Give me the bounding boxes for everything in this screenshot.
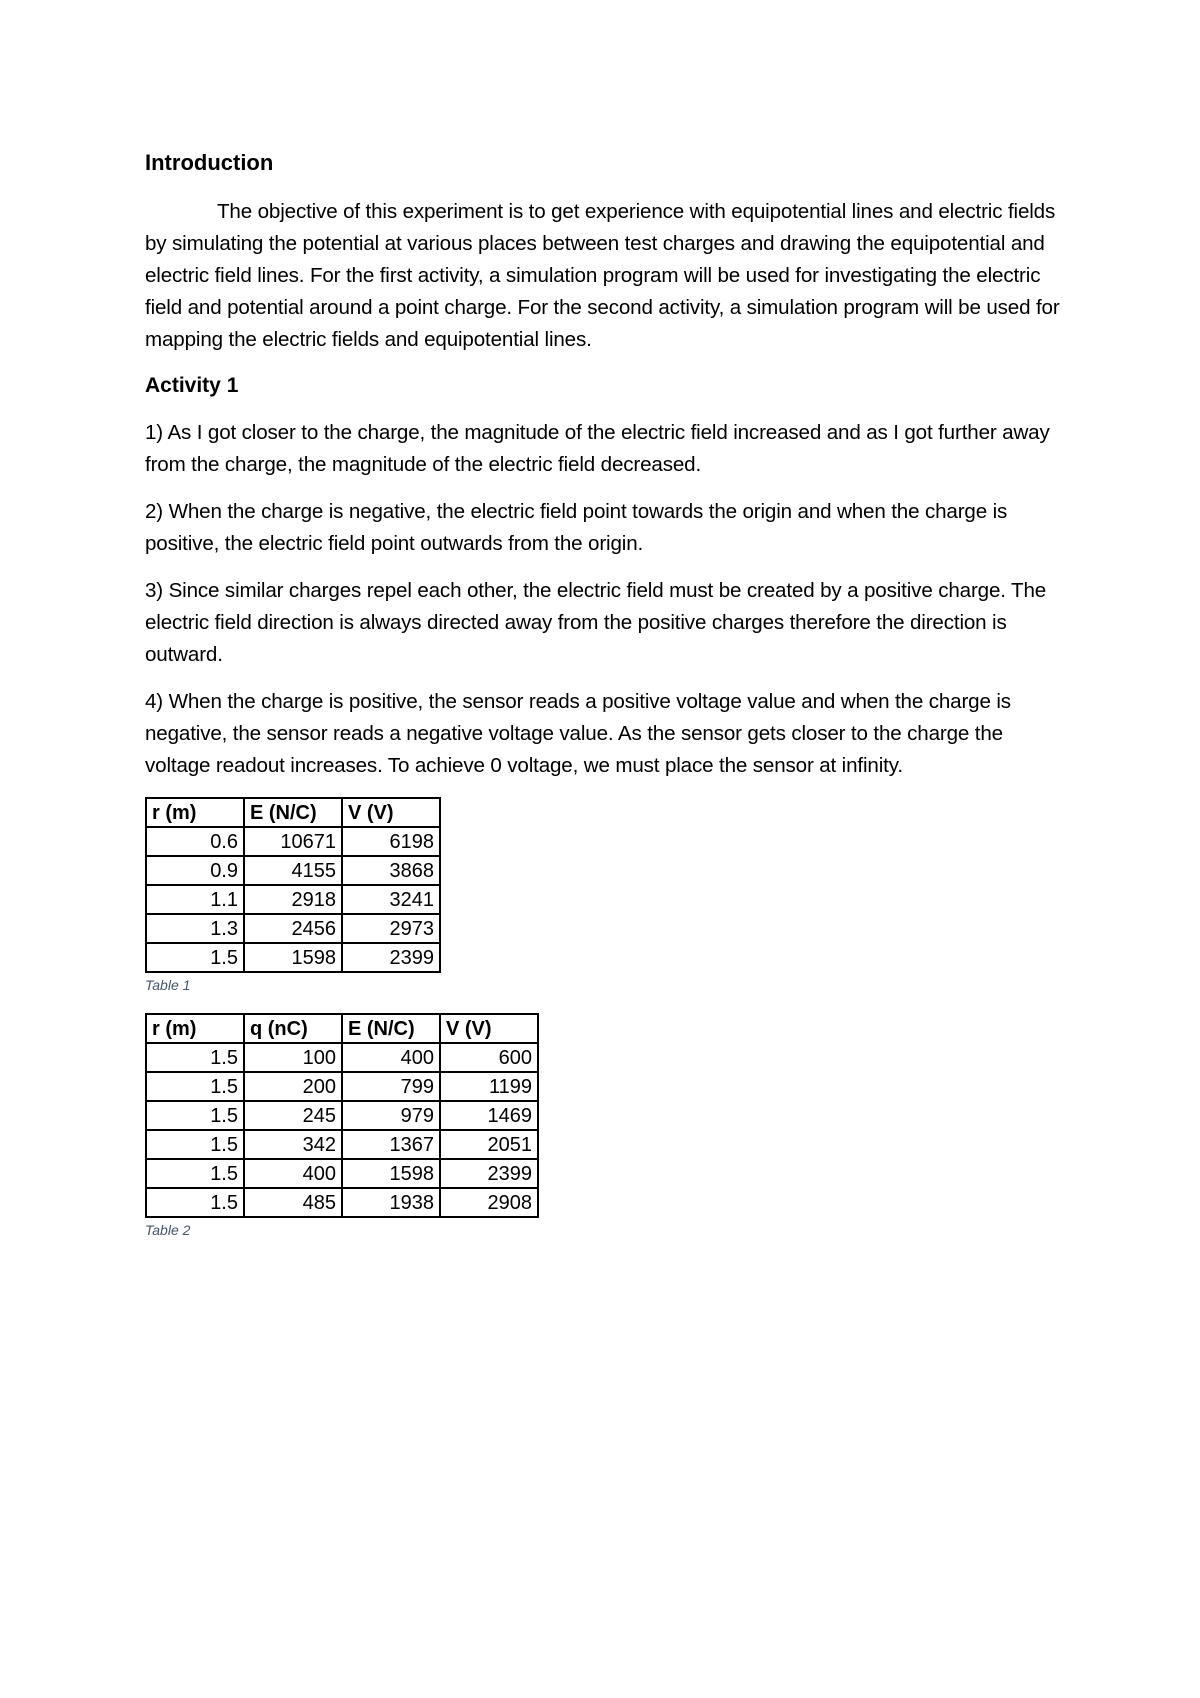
table-cell: 1.5 [146,1188,244,1217]
table-cell: 1.5 [146,1101,244,1130]
answer-paragraph-1: 1) As I got closer to the charge, the magnitude of the electric field increased and as I got further away from the charge, the magnitude of the electric field decreased. [145,421,1050,476]
table-row [146,1043,538,1072]
table-caption-1: Table 1 [145,977,191,993]
table-cell: 2918 [244,885,342,914]
table-cell: 6198 [342,827,440,856]
table-cell: 2973 [342,914,440,943]
table-cell: 2908 [440,1188,538,1217]
table-header-row [146,1014,538,1043]
table-cell: 1.5 [146,1130,244,1159]
table-cell: 1.5 [146,1043,244,1072]
table-header-cell: q (nC) [244,1014,342,1043]
table-cell: 10671 [244,827,342,856]
table-cell: 799 [342,1072,440,1101]
table-cell: 979 [342,1101,440,1130]
table-row [146,827,440,856]
data-table-2 [145,1013,539,1218]
table-cell: 1.3 [146,914,244,943]
table-header-cell: r (m) [146,1014,244,1043]
table-cell: 1938 [342,1188,440,1217]
table-row [146,885,440,914]
table-row [146,1101,538,1130]
table-header-cell: r (m) [146,798,244,827]
table-row [146,856,440,885]
table-cell: 342 [244,1130,342,1159]
table-cell: 3868 [342,856,440,885]
table-row [146,914,440,943]
intro-paragraph: The objective of this experiment is to get experience with equipotential lines and electric fields by simulating the potential at various places between test charges and drawing the equipotential and electric field lines. For the first activity, a simulation program will be used for investigating the electric field and potential around a point charge. For the second activity, a simulation program will be used for mapping the electric fields and equipotential lines. [145,200,1060,351]
table-header-cell: E (N/C) [342,1014,440,1043]
answer-paragraph-2: 2) When the charge is negative, the electric field point towards the origin and when the charge is positive, the electric field point outwards from the origin. [145,500,1008,555]
table-cell: 0.9 [146,856,244,885]
table-row [146,1188,538,1217]
table-cell: 1469 [440,1101,538,1130]
table-cell: 1598 [342,1159,440,1188]
document-content [145,148,1065,1240]
table-cell: 2399 [342,943,440,972]
table-cell: 400 [342,1043,440,1072]
data-table-1 [145,797,441,973]
table-cell: 485 [244,1188,342,1217]
table-cell: 1598 [244,943,342,972]
section-heading-introduction: Introduction [145,150,274,175]
table-cell: 1.5 [146,1159,244,1188]
table-header-cell: E (N/C) [244,798,342,827]
table-cell: 200 [244,1072,342,1101]
table-header-cell: V (V) [342,798,440,827]
table-cell: 100 [244,1043,342,1072]
answer-paragraph-3: 3) Since similar charges repel each other, the electric field must be created by a positive charge. The electric field direction is always directed away from the positive charges therefore the direction is outward. [145,579,1047,666]
table-row [146,1072,538,1101]
table-cell: 4155 [244,856,342,885]
table-cell: 600 [440,1043,538,1072]
table-block-1 [145,797,1065,995]
answer-paragraph-4: 4) When the charge is positive, the sensor reads a positive voltage value and when the charge is negative, the sensor reads a negative voltage value. As the sensor gets closer to the charge the voltage readout increases. To achieve 0 voltage, we must place the sensor at infinity. [145,690,1011,777]
table-cell: 2399 [440,1159,538,1188]
table-cell: 1.5 [146,943,244,972]
table-row [146,1130,538,1159]
section-heading-activity: Activity 1 [145,374,239,397]
table-cell: 400 [244,1159,342,1188]
table-row [146,1159,538,1188]
table-header-cell: V (V) [440,1014,538,1043]
table-cell: 3241 [342,885,440,914]
table-header-row [146,798,440,827]
table-cell: 1.1 [146,885,244,914]
table-cell: 245 [244,1101,342,1130]
table-block-2 [145,1013,1065,1240]
table-cell: 1.5 [146,1072,244,1101]
table-cell: 2051 [440,1130,538,1159]
table-caption-2: Table 2 [145,1222,191,1238]
table-row [146,943,440,972]
table-cell: 0.6 [146,827,244,856]
table-cell: 1367 [342,1130,440,1159]
table-cell: 1199 [440,1072,538,1101]
table-cell: 2456 [244,914,342,943]
